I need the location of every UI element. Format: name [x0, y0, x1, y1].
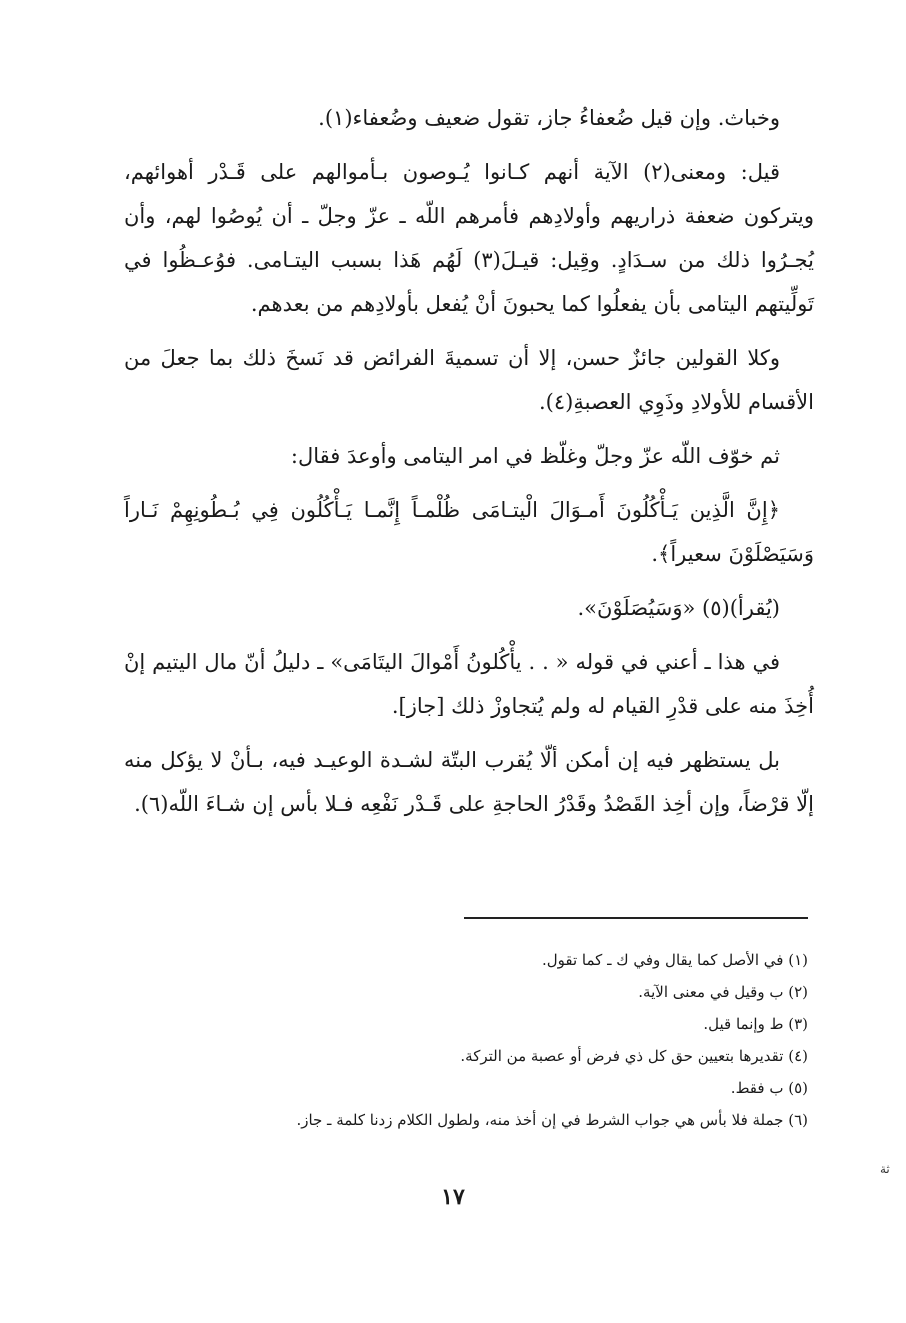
main-text — [124, 96, 814, 836]
paragraph-5: في هذا ـ أعني في قوله « . . يأْكُلونُ أَمْوالَ اليتَامَى» ـ دليلُ أنّ مال اليتيم إنْ أُخِذَ منه على قدْرِ القيام له ولم يُتجاوزْ ذلك [جاز]. — [124, 650, 814, 718]
paragraph-2: قيل: ومعنى(٢) الآية أنهم كـانوا يُـوصون بـأموالهم على قَـدْر أهوائهم، ويتركون ضعفة ذراريهم وأولادِهم فأمرهم اللّه ـ عزّ وجلّ ـ أن يُوصُوا لهم، وأن يُجـرُوا ذلك من سـدَادٍ. وقِيل: قيـلَ(٣) لَهُم هَذا بسبب اليتـامى. فوُعـظُوا في تَولِّيتهم اليتامى بأن يفعلُوا كما يحبونَ أنْ يُفعل بأولادِهم من بعدهم. — [124, 160, 814, 316]
footnote-4: (٤) تقديرها بتعيين حق كل ذي فرض أو عصبة من التركة. — [460, 1047, 808, 1065]
paragraph-3: وكلا القولين جائزٌ حسن، إلا أن تسميةَ الفرائض قد نَسخَ ذلك بما جعلَ من الأقسام للأولادِ وذَوِي العصبةِ(٤). — [124, 346, 814, 414]
footnote-2: (٢) ب وقيل في معنى الآية. — [638, 983, 808, 1001]
edge-mark: ثة — [880, 1162, 890, 1176]
reading-variant: (يُقرأ)(٥) «وَسَيُصَلَوْنَ». — [577, 596, 780, 620]
footnote-6: (٦) جملة فلا بأس هي جواب الشرط في إن أخذ منه، ولطول الكلام زدنا كلمة ـ جاز. — [296, 1111, 808, 1129]
paragraph-4: ثم خوّف اللّه عزّ وجلّ وغلّظ في امر اليتامى وأوعدَ فقال: — [290, 444, 780, 468]
paragraph-1: وخباث. وإن قيل ضُعفاءُ جاز، تقول ضعيف وضُعفاء(١). — [318, 106, 780, 130]
footnote-1: (١) في الأصل كما يقال وفي ك ـ كما تقول. — [541, 951, 808, 969]
footnote-separator — [464, 917, 808, 919]
quran-verse: ﴿إِنَّ الَّذِين يَـأْكُلُونَ أَمـوَالَ الْيتـامَى ظُلْمـاً إِنَّمـا يَـأْكُلُون فِي بُـطُونِهِمْ نَـاراً وَسَيَصْلَوْنَ سعيراً﴾. — [124, 498, 814, 566]
footnotes-list — [128, 944, 808, 1136]
footnote-3: (٣) ط وإنما قيل. — [703, 1015, 808, 1033]
footnote-5: (٥) ب فقط. — [730, 1079, 808, 1097]
page-number: ١٧ — [441, 1184, 465, 1210]
paragraph-6: بل يستظهر فيه إن أمكن ألّا يُقرب البتّة لشـدة الوعيـد فيه، بـأنْ لا يؤكل منه إلّا قرْضاً، وإن أخِذ القَصْدُ وقَدْرُ الحاجةِ على قَـدْر نَفْعِه فـلا بأس إن شـاءَ اللّه(٦). — [124, 748, 814, 816]
